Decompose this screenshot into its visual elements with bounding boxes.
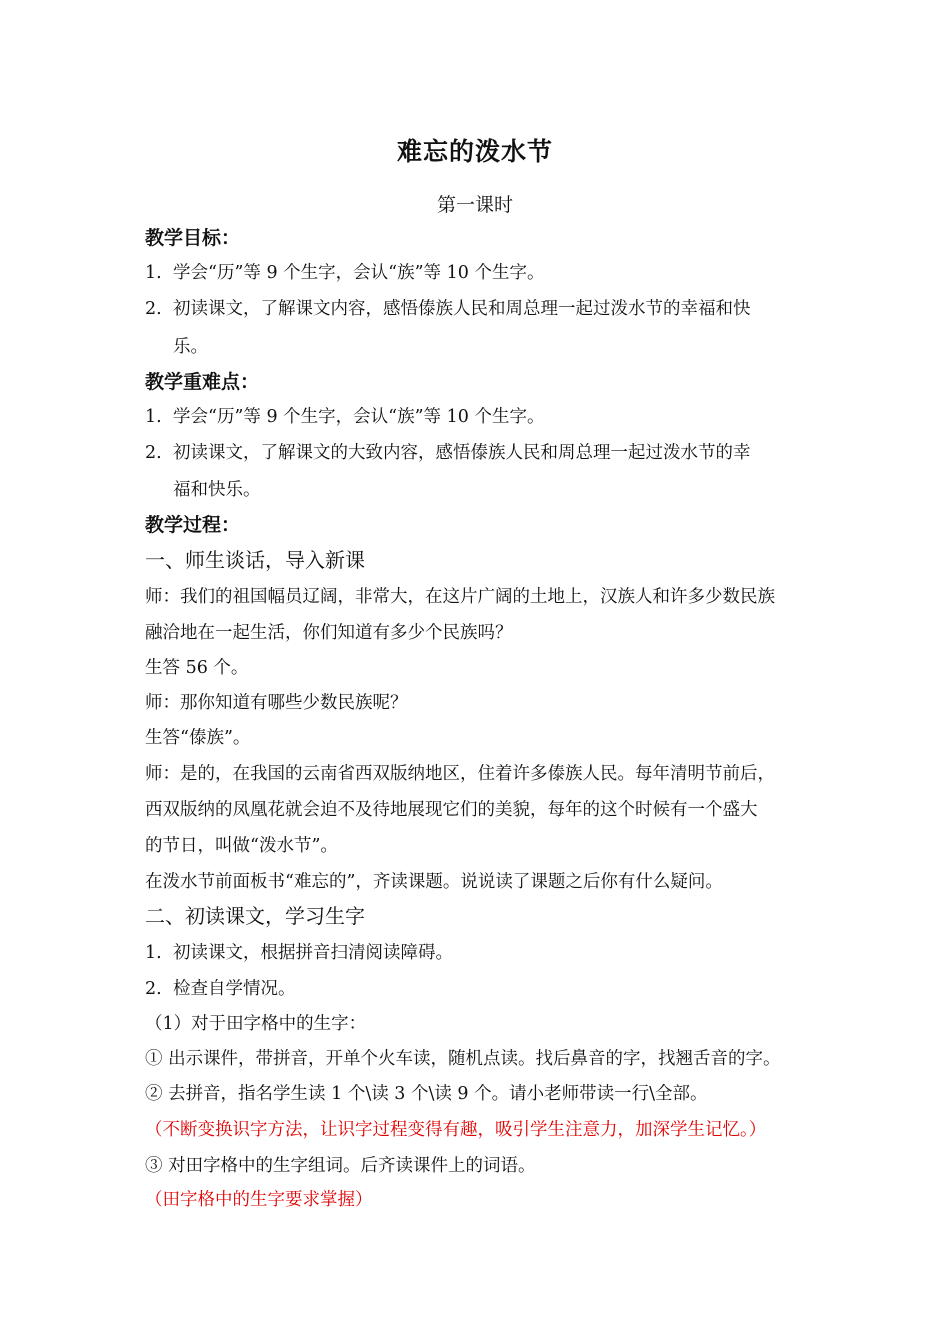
- section-2-title: 二、初读课文，学习生字: [145, 904, 365, 928]
- teaching-note: （田字格中的生字要求掌握）: [145, 1190, 373, 1210]
- key-point-item-continuation: 福和快乐。: [173, 480, 261, 500]
- paragraph-line: 师：我们的祖国幅员辽阔，非常大，在这片广阔的土地上，汉族人和许多少数民族: [145, 587, 775, 607]
- paragraph-line: 西双版纳的凤凰花就会迫不及待地展现它们的美貌，每年的这个时候有一个盛大: [145, 800, 758, 820]
- sub-heading: （1）对于田字格中的生字：: [145, 1014, 367, 1034]
- key-points-heading: 教学重难点：: [145, 371, 260, 393]
- paragraph-line: 在泼水节前面板书“难忘的”，齐读课题。说说读了课题之后你有什么疑问。: [145, 872, 723, 892]
- section-1-title: 一、师生谈话，导入新课: [145, 548, 365, 572]
- step-line: ③ 对田字格中的生字组词。后齐读课件上的词语。: [145, 1156, 536, 1176]
- list-item: 1. 初读课文，根据拼音扫清阅读障碍。: [145, 943, 453, 963]
- goal-item-continuation: 乐。: [173, 337, 208, 357]
- step-line: ① 出示课件，带拼音，开单个火车读，随机点读。找后鼻音的字，找翘舌音的字。: [145, 1049, 781, 1069]
- teaching-note: （不断变换识字方法，让识字过程变得有趣，吸引学生注意力，加深学生记忆。）: [145, 1120, 767, 1140]
- goal-item: 2. 初读课文，了解课文内容，感悟傣族人民和周总理一起过泼水节的幸福和快: [145, 299, 751, 319]
- list-item: 2. 检查自学情况。: [145, 979, 296, 999]
- paragraph-line: 的节日，叫做“泼水节”。: [145, 836, 338, 856]
- process-heading: 教学过程：: [145, 514, 241, 536]
- paragraph-line: 融洽地在一起生活，你们知道有多少个民族吗？: [145, 623, 513, 643]
- paragraph-line: 生答“傣族”。: [145, 728, 251, 748]
- paragraph-line: 师：是的，在我国的云南省西双版纳地区，住着许多傣族人民。每年清明节前后，: [145, 764, 775, 784]
- key-point-item: 2. 初读课文，了解课文的大致内容，感悟傣族人民和周总理一起过泼水节的幸: [145, 443, 751, 463]
- paragraph-line: 师：那你知道有哪些少数民族呢？: [145, 693, 408, 713]
- paragraph-line: 生答 56 个。: [145, 658, 249, 678]
- document-subtitle: 第一课时: [436, 194, 513, 216]
- key-point-item: 1. 学会“历”等 9 个生字，会认“族”等 10 个生字。: [145, 407, 545, 427]
- goals-heading: 教学目标：: [145, 227, 241, 249]
- document-title: 难忘的泼水节: [396, 137, 553, 166]
- step-line: ② 去拼音，指名学生读 1 个\读 3 个\读 9 个。请小老师带读一行\全部。: [145, 1084, 708, 1104]
- goal-item: 1. 学会“历”等 9 个生字，会认“族”等 10 个生字。: [145, 263, 545, 283]
